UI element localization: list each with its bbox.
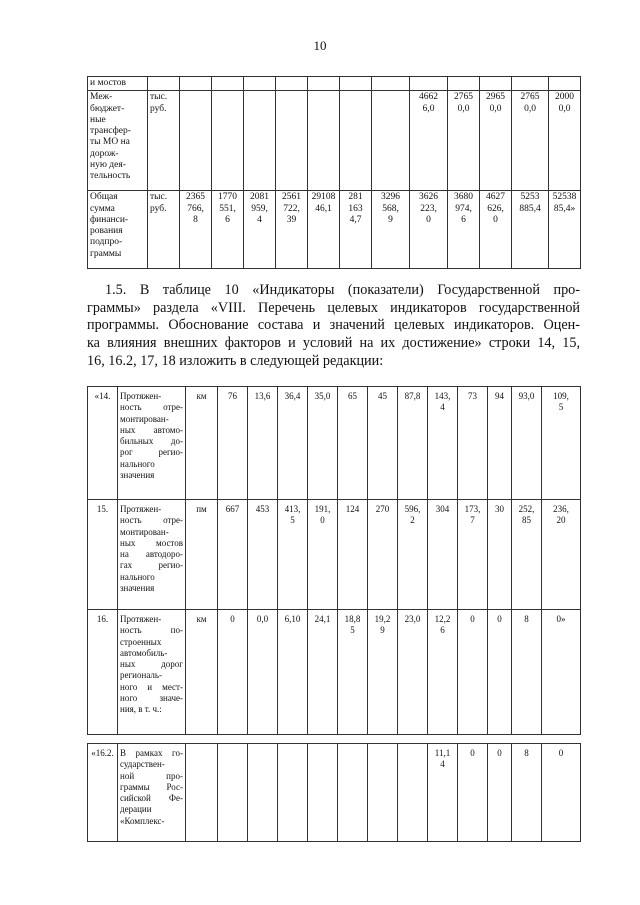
cell-line: 3626: [419, 192, 438, 203]
cell-line: рог регио-: [120, 447, 183, 458]
row-number: «14.: [88, 387, 118, 500]
cell-line: 7: [470, 515, 475, 526]
cell-line: 4: [257, 214, 262, 225]
cell-line: 18,8: [344, 614, 361, 624]
cell-line: ты МО на: [90, 137, 130, 148]
cell-line: 0: [230, 614, 235, 624]
cell-line: сумма: [90, 203, 115, 214]
cell-line: ных автомо-: [120, 424, 183, 435]
cell-line: 13,6: [254, 391, 271, 401]
cell-line: 12,2: [434, 614, 451, 624]
value-cell: [218, 744, 248, 842]
cell-line: гах регио-: [120, 560, 183, 571]
cell-line: 0: [426, 214, 431, 225]
value-cell: [244, 77, 276, 91]
indicator-name: [118, 387, 186, 500]
cell-line: 2561: [282, 192, 301, 203]
value-cell: [448, 91, 480, 191]
cell-line: региональ-: [120, 670, 162, 681]
value-cell: [410, 91, 448, 191]
value-cell: [248, 610, 278, 735]
cell-line: 0: [470, 614, 475, 624]
cell-line: 6,10: [284, 614, 301, 624]
cell-line: 0: [470, 748, 475, 758]
value-cell: [372, 191, 410, 269]
cell-line: 0,0: [256, 614, 269, 624]
value-cell: [248, 500, 278, 610]
cell-line: ного значе-: [120, 693, 183, 704]
value-cell: [448, 191, 480, 269]
value-cell: [398, 610, 428, 735]
cell-line: 0,0: [524, 103, 536, 114]
cell-line: Общая: [90, 192, 118, 203]
cell-line: 4: [440, 759, 445, 770]
table-row: [88, 77, 581, 91]
cell-line: 0: [493, 214, 498, 225]
value-cell: [428, 387, 458, 500]
cell-line: 270: [375, 504, 390, 514]
row-number: 15.: [88, 500, 118, 610]
value-cell: [248, 744, 278, 842]
value-cell: [308, 744, 338, 842]
cell-line: 5: [290, 515, 295, 526]
cell-line: Протяжен-: [120, 391, 162, 401]
cell-line: 626,: [487, 203, 504, 214]
value-cell: [458, 610, 488, 735]
cell-line: ность отре-: [120, 515, 183, 526]
paragraph-line: 16, 16.2, 17, 18 изложить в следующей редакции:: [87, 352, 384, 369]
cell-line: автомобиль-: [120, 647, 168, 658]
cell-line: «Комплекс-: [120, 815, 165, 826]
cell-line: 304: [435, 504, 450, 514]
value-cell: [542, 387, 581, 500]
cell-line: 2965: [486, 92, 505, 103]
value-cell: [338, 610, 368, 735]
value-cell: [340, 191, 372, 269]
cell-line: 36,4: [284, 391, 301, 401]
row-label: [88, 91, 148, 191]
cell-line: руб.: [150, 103, 167, 114]
cell-line: значения: [120, 583, 155, 594]
cell-line: 94: [495, 391, 504, 401]
cell-line: монтирован-: [120, 413, 169, 424]
indicators-table: [87, 386, 581, 735]
cell-line: 6: [225, 214, 230, 225]
cell-line: 0,0: [558, 103, 571, 114]
cell-line: 0: [558, 748, 564, 758]
paragraph-line: граммы» раздела «VIII. Перечень целевых индикаторов государственной: [87, 299, 580, 316]
value-cell: [218, 500, 248, 610]
value-cell: [458, 744, 488, 842]
cell-line: 6: [440, 625, 445, 636]
value-cell: [428, 610, 458, 735]
cell-line: дорож-: [90, 148, 119, 159]
unit-cell: [148, 91, 180, 191]
cell-line: 4627: [486, 192, 505, 203]
cell-line: 20: [556, 515, 566, 526]
cell-line: 0»: [556, 614, 566, 624]
cell-line: бюджет-: [90, 103, 125, 114]
value-cell: [549, 77, 581, 91]
cell-line: 124: [345, 504, 360, 514]
value-cell: [488, 744, 512, 842]
cell-line: 23,0: [404, 614, 421, 624]
cell-line: значения: [120, 470, 155, 481]
cell-line: сударствен-: [120, 759, 165, 770]
cell-line: дерации: [120, 804, 152, 815]
cell-line: 2765: [454, 92, 473, 103]
cell-line: 236,: [553, 504, 569, 514]
cell-line: 76: [228, 391, 237, 401]
value-cell: [512, 387, 542, 500]
cell-line: 551,: [219, 203, 236, 214]
paragraph-line: ка влияния внешних факторов и условий на их достижение» строки 14, 15,: [87, 335, 580, 352]
value-cell: [372, 91, 410, 191]
cell-line: 46,1: [315, 203, 332, 214]
value-cell: [398, 387, 428, 500]
cell-line: 5: [558, 402, 564, 413]
cell-line: 4: [440, 402, 445, 413]
cell-line: 109,: [553, 391, 569, 401]
unit-cell: [148, 77, 180, 91]
value-cell: [480, 91, 512, 191]
cell-line: 6: [461, 214, 466, 225]
value-cell: [338, 500, 368, 610]
value-cell: [276, 77, 308, 91]
cell-line: ной про-: [120, 770, 183, 781]
cell-line: нального: [120, 571, 155, 582]
value-cell: [368, 387, 398, 500]
value-cell: [458, 387, 488, 500]
cell-line: 0: [497, 614, 502, 624]
value-cell: [368, 500, 398, 610]
cell-line: 65: [348, 391, 357, 401]
cell-line: 9: [380, 625, 385, 636]
cell-line: руб.: [150, 203, 167, 214]
cell-line: 87,8: [404, 391, 421, 401]
cell-line: 281: [348, 192, 363, 203]
cell-line: 191,: [314, 504, 331, 514]
cell-line: 5253: [520, 192, 540, 203]
cell-line: 667: [225, 504, 240, 514]
indicators-table-continued: [87, 743, 581, 842]
value-cell: [372, 77, 410, 91]
value-cell: [244, 91, 276, 191]
value-cell: [542, 500, 581, 610]
indicator-name: [118, 610, 186, 735]
cell-line: трансфер-: [90, 126, 131, 137]
value-cell: [340, 77, 372, 91]
cell-line: 39: [286, 214, 297, 225]
value-cell: [338, 744, 368, 842]
value-cell: [248, 387, 278, 500]
financing-table: [87, 76, 581, 269]
value-cell: [278, 744, 308, 842]
cell-line: ных мостов: [120, 537, 183, 548]
value-cell: [308, 77, 340, 91]
cell-line: тыс.: [150, 92, 168, 103]
cell-line: В рамках го-: [120, 748, 183, 758]
cell-line: Меж-: [90, 92, 113, 103]
table-row: [88, 91, 581, 191]
cell-line: Протяжен-: [120, 504, 162, 514]
value-cell: [542, 744, 581, 842]
cell-line: 143,: [434, 391, 451, 401]
cell-line: 0,0: [489, 103, 502, 114]
cell-line: 252,: [518, 504, 535, 514]
value-cell: [180, 77, 212, 91]
value-cell: [458, 500, 488, 610]
cell-line: 722,: [283, 203, 300, 214]
cell-line: 6,0: [422, 103, 435, 114]
value-cell: [488, 500, 512, 610]
value-cell: [428, 744, 458, 842]
cell-line: 8: [524, 748, 529, 758]
indicator-name: [118, 500, 186, 610]
cell-line: сийской Фе-: [120, 793, 183, 804]
value-cell: [512, 610, 542, 735]
unit-cell: пм: [186, 500, 218, 610]
cell-line: 223,: [420, 203, 437, 214]
cell-line: 959,: [251, 203, 268, 214]
value-cell: [212, 77, 244, 91]
cell-line: 24,1: [314, 614, 331, 624]
cell-line: 45: [378, 391, 387, 401]
unit-cell: км: [186, 610, 218, 735]
cell-line: 29108: [311, 192, 336, 203]
cell-line: 9: [388, 214, 393, 225]
value-cell: [542, 610, 581, 735]
cell-line: 596,: [404, 504, 421, 514]
cell-line: 2000: [555, 92, 574, 103]
cell-line: монтирован-: [120, 526, 169, 537]
cell-line: 568,: [382, 203, 399, 214]
value-cell: [276, 91, 308, 191]
cell-line: граммы: [90, 248, 122, 259]
cell-line: 3680: [454, 192, 473, 203]
cell-line: тыс.: [150, 192, 168, 203]
cell-line: 19,2: [374, 614, 391, 624]
value-cell: [308, 610, 338, 735]
cell-line: 11,1: [434, 748, 451, 758]
cell-line: рования: [90, 226, 123, 237]
value-cell: [180, 191, 212, 269]
value-cell: [512, 500, 542, 610]
cell-line: ность отре-: [120, 402, 183, 413]
page-number: 10: [313, 38, 327, 53]
value-cell: [308, 191, 340, 269]
table-row: [88, 191, 581, 269]
cell-line: 2365: [186, 192, 205, 203]
cell-line: ные: [90, 114, 106, 125]
cell-line: 30: [495, 504, 504, 514]
cell-line: 5: [350, 625, 355, 636]
cell-line: 974,: [455, 203, 472, 214]
value-cell: [410, 77, 448, 91]
row-label: [88, 77, 148, 91]
value-cell: [428, 500, 458, 610]
cell-line: 0,0: [457, 103, 470, 114]
cell-line: 52538: [552, 192, 577, 203]
cell-line: ного и мест-: [120, 681, 183, 692]
value-cell: [448, 77, 480, 91]
cell-line: Протяжен-: [120, 614, 162, 624]
value-cell: [308, 500, 338, 610]
cell-line: 85: [522, 515, 531, 526]
cell-line: ния, в т. ч.:: [120, 704, 162, 715]
cell-line: на автодоро-: [120, 549, 183, 560]
cell-line: 4662: [419, 92, 438, 103]
unit-cell: [148, 191, 180, 269]
table-row: [88, 500, 581, 610]
table-row: [88, 744, 581, 842]
cell-line: 766,: [187, 203, 204, 214]
cell-line: 35,0: [314, 391, 331, 401]
value-cell: [212, 191, 244, 269]
cell-line: 0: [497, 748, 502, 758]
value-cell: [278, 610, 308, 735]
value-cell: [340, 91, 372, 191]
cell-line: 413,: [284, 504, 301, 514]
cell-line: 0: [320, 515, 325, 526]
value-cell: [180, 91, 212, 191]
cell-line: 85,4»: [553, 203, 576, 214]
value-cell: [218, 387, 248, 500]
value-cell: [278, 500, 308, 610]
value-cell: [244, 191, 276, 269]
cell-line: ных дорог: [120, 659, 183, 670]
value-cell: [308, 387, 338, 500]
cell-line: 173,: [464, 504, 481, 514]
cell-line: 93,0: [518, 391, 535, 401]
cell-line: 73: [468, 391, 477, 401]
table-row: [88, 387, 581, 500]
cell-line: 8: [524, 614, 529, 624]
table-row: [88, 610, 581, 735]
paragraph-line: 1.5. В таблице 10 «Индикаторы (показатели) Государственной про-: [105, 282, 580, 298]
indicator-name: [118, 744, 186, 842]
value-cell: [338, 387, 368, 500]
cell-line: ную дея-: [90, 160, 126, 171]
cell-line: и мостов: [90, 78, 126, 88]
cell-line: 1770: [218, 192, 237, 203]
cell-line: строенных: [120, 636, 162, 647]
cell-line: 2765: [520, 92, 540, 103]
value-cell: [488, 387, 512, 500]
value-cell: [410, 191, 448, 269]
cell-line: 3296: [381, 192, 400, 203]
cell-line: финанси-: [90, 214, 129, 225]
value-cell: [480, 191, 512, 269]
value-cell: [480, 77, 512, 91]
value-cell: [549, 191, 581, 269]
value-cell: [308, 91, 340, 191]
value-cell: [549, 91, 581, 191]
value-cell: [212, 91, 244, 191]
row-number: «16.2.: [88, 744, 118, 842]
cell-line: 8: [193, 214, 198, 225]
cell-line: подпро-: [90, 237, 123, 248]
unit-cell: км: [186, 387, 218, 500]
value-cell: [398, 500, 428, 610]
cell-line: 885,4: [519, 203, 541, 214]
value-cell: [512, 91, 549, 191]
value-cell: [512, 77, 549, 91]
unit-cell: [186, 744, 218, 842]
cell-line: ность по-: [120, 625, 183, 636]
cell-line: тельность: [90, 171, 131, 182]
value-cell: [278, 387, 308, 500]
value-cell: [488, 610, 512, 735]
value-cell: [276, 191, 308, 269]
cell-line: граммы Рос-: [120, 781, 183, 792]
cell-line: нального: [120, 458, 155, 469]
cell-line: 2: [410, 515, 415, 526]
row-number: 16.: [88, 610, 118, 735]
value-cell: [368, 744, 398, 842]
value-cell: [512, 744, 542, 842]
cell-line: 2081: [250, 192, 269, 203]
value-cell: [218, 610, 248, 735]
cell-line: 4,7: [349, 214, 362, 225]
value-cell: [512, 191, 549, 269]
cell-line: 163: [348, 203, 363, 214]
row-label: [88, 191, 148, 269]
amendment-paragraph: [87, 282, 580, 371]
cell-line: бильных до-: [120, 436, 183, 447]
value-cell: [398, 744, 428, 842]
paragraph-line: программы. Обоснование состава и значений целевых индикаторов. Оцен-: [87, 317, 580, 334]
cell-line: 453: [255, 504, 270, 514]
value-cell: [368, 610, 398, 735]
